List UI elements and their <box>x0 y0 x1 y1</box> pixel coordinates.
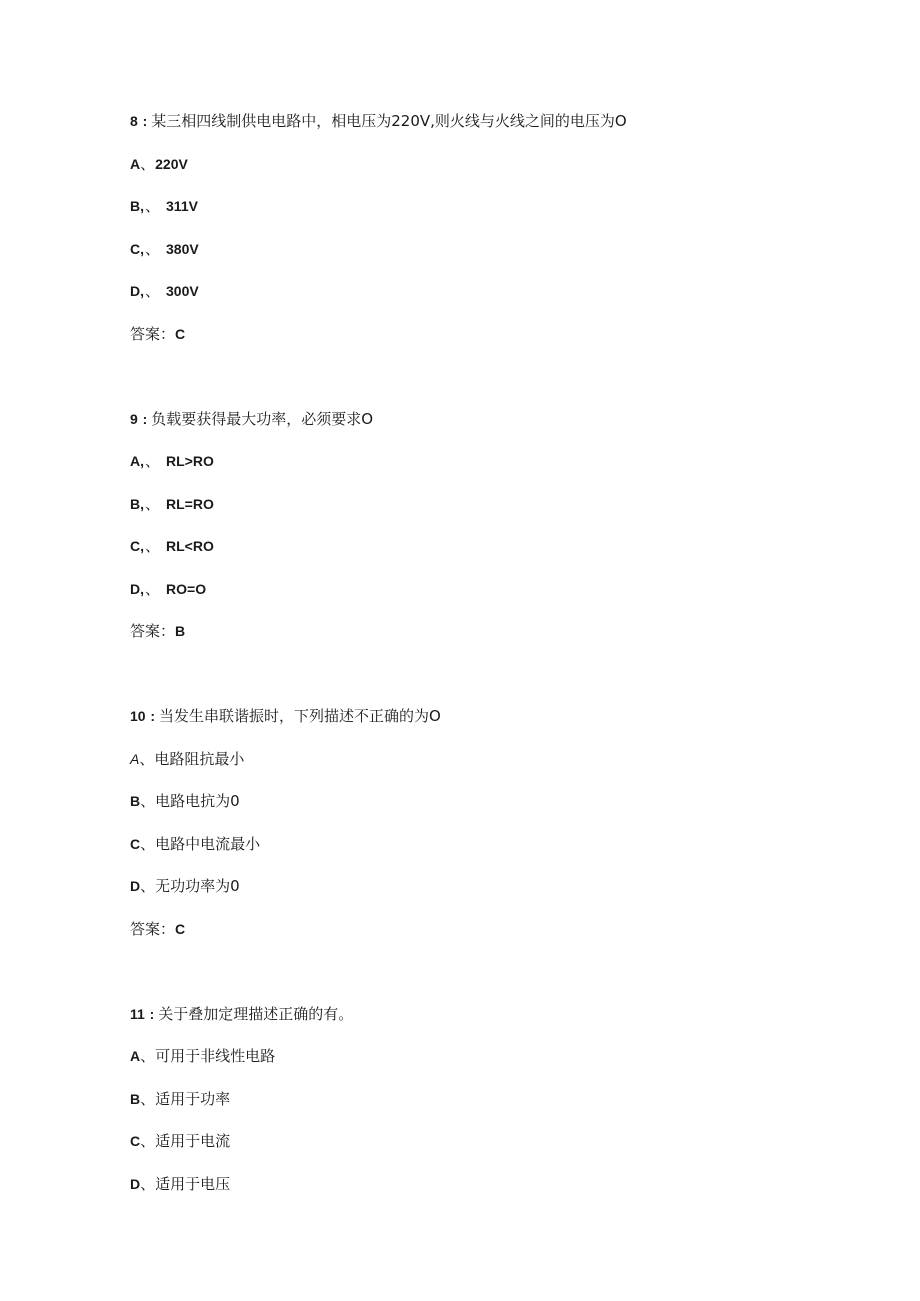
option-line <box>130 270 810 313</box>
option-text: RO=O <box>166 580 207 597</box>
question-spacer <box>130 950 810 993</box>
option-separator: 、 <box>145 452 161 470</box>
option-letter: D <box>130 878 141 894</box>
option-text: 311V <box>166 198 198 214</box>
option-letter: A <box>130 750 140 767</box>
option-line <box>130 738 810 781</box>
option-text: 适用于电流 <box>155 1132 231 1150</box>
question-text: 当发生串联谐振时，下列描述不正确的为O <box>159 707 441 725</box>
option-separator: 、 <box>145 494 161 513</box>
option-separator: 、 <box>140 1132 156 1150</box>
option-text: 可用于非线性电路 <box>155 1047 276 1065</box>
option-text: 300V <box>166 283 199 299</box>
document-page <box>130 100 810 1205</box>
option-separator: 、 <box>139 749 155 768</box>
option-line <box>130 143 810 186</box>
option-line <box>130 1120 810 1163</box>
option-letter: B, <box>130 198 144 214</box>
option-line <box>130 568 810 611</box>
option-line <box>130 1035 810 1078</box>
option-letter: A <box>130 1048 141 1064</box>
option-letter: C, <box>130 538 144 554</box>
option-text: 电路电抗为0 <box>155 792 240 810</box>
question-stem <box>130 100 810 143</box>
answer-line <box>130 610 810 653</box>
option-separator: 、 <box>140 1174 156 1193</box>
option-text: 380V <box>166 240 199 257</box>
option-letter: B, <box>130 495 144 512</box>
question-text: 关于叠加定理描述正确的有。 <box>158 1004 354 1023</box>
option-text: 适用于电压 <box>155 1174 231 1193</box>
question-spacer <box>130 653 810 696</box>
question-stem <box>130 398 810 441</box>
answer-value: C <box>175 325 186 342</box>
option-line <box>130 440 810 483</box>
question-colon: : <box>150 708 156 724</box>
option-separator: 、 <box>145 282 161 300</box>
option-separator: 、 <box>145 537 161 555</box>
option-letter: C <box>130 835 141 852</box>
option-separator: 、 <box>140 1047 156 1065</box>
option-letter: A <box>130 155 141 172</box>
option-separator: 、 <box>140 792 156 810</box>
option-separator: 、 <box>145 239 161 258</box>
answer-value: B <box>175 623 186 639</box>
option-letter: A, <box>130 453 144 469</box>
option-line <box>130 483 810 526</box>
question-stem <box>130 695 810 738</box>
option-letter: B <box>130 1090 141 1107</box>
option-letter: D, <box>130 580 144 597</box>
option-line <box>130 228 810 271</box>
option-separator: 、 <box>140 877 156 895</box>
option-letter: D <box>130 1175 141 1192</box>
option-separator: 、 <box>140 834 156 853</box>
option-separator: 、 <box>145 197 161 215</box>
option-letter: C <box>130 1133 141 1149</box>
option-line <box>130 1163 810 1206</box>
answer-line <box>130 908 810 951</box>
option-line <box>130 780 810 823</box>
option-line <box>130 1078 810 1121</box>
option-separator: 、 <box>140 1089 156 1108</box>
option-letter: D, <box>130 283 144 299</box>
answer-label: 答案： <box>130 622 176 640</box>
option-text: 适用于功率 <box>155 1089 231 1108</box>
question-colon: : <box>142 410 148 427</box>
question-colon: : <box>149 1005 155 1022</box>
option-separator: 、 <box>145 579 161 598</box>
option-text: 电路中电流最小 <box>155 834 261 853</box>
question-number: 8 <box>130 113 138 129</box>
option-text: RL>RO <box>166 453 214 469</box>
option-text: 电路阻抗最小 <box>154 749 245 768</box>
option-line <box>130 823 810 866</box>
option-text: RL=RO <box>166 495 214 512</box>
option-line <box>130 865 810 908</box>
option-separator: 、 <box>140 154 156 173</box>
question-colon: : <box>142 113 148 129</box>
answer-line <box>130 313 810 356</box>
option-text: RL<RO <box>166 538 214 554</box>
question-text: 负载要获得最大功率，必须要求O <box>151 409 374 428</box>
option-letter: C, <box>130 240 144 257</box>
option-line <box>130 185 810 228</box>
question-number: 9 <box>130 410 138 427</box>
option-line <box>130 525 810 568</box>
question-stem <box>130 993 810 1036</box>
answer-value: C <box>175 920 186 937</box>
option-text: 220V <box>155 155 188 172</box>
question-number: 11 <box>130 1005 145 1022</box>
question-spacer <box>130 355 810 398</box>
question-number: 10 <box>130 708 146 724</box>
option-text: 无功功率为0 <box>155 877 240 895</box>
answer-label: 答案： <box>130 919 176 938</box>
question-text: 某三相四线制供电电路中，相电压为220V,则火线与火线之间的电压为O <box>151 112 627 130</box>
answer-label: 答案： <box>130 324 176 343</box>
option-letter: B <box>130 793 141 809</box>
